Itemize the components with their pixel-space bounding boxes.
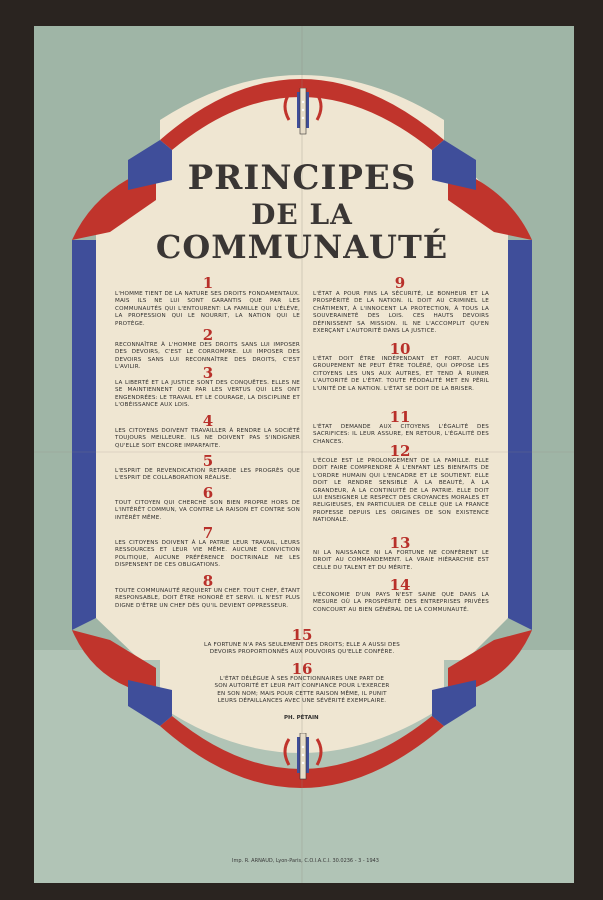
title-line-3: COMMUNAUTÉ bbox=[155, 228, 449, 266]
principle-text: LES CITOYENS DOIVENT TRAVAILLER À RENDRE LA SOCIÉTÉ TOUJOURS MEILLEURE. ILS NE DOIVENT PAS S'INDIGNER QU'ELLE SOIT ENCORE IMPARFAITE. bbox=[115, 428, 300, 449]
francisque-emblem-icon bbox=[281, 733, 325, 783]
principle-number: 2 bbox=[202, 326, 214, 344]
title-line-2: DE LA bbox=[251, 198, 353, 231]
francisque-emblem-icon bbox=[281, 88, 325, 138]
printer-imprint: Imp. R. ARNAUD, Lyon-Paris, C.O.I.A.C.I. 30.0236 - 3 - 1943 bbox=[232, 858, 379, 864]
principle-number: 12 bbox=[389, 442, 411, 460]
principle-number: 4 bbox=[202, 412, 214, 430]
principle-text: L'ÉTAT DOIT ÊTRE INDÉPENDANT ET FORT. AUCUN GROUPEMENT NE PEUT ÊTRE TOLÉRÉ, QUI OPPOSE LES CITOYENS LES UNS AUX AUTRES, ET TEND À RUINER L'AUTORITÉ DE L'ÉTAT. TOUTE FÉODALITÉ MET EN PÉRIL L'UNITÉ DE LA NATION. L'ÉTAT SE DOIT DE LA BRISER. bbox=[313, 356, 489, 392]
principle-text: L'ÉTAT DEMANDE AUX CITOYENS L'ÉGALITÉ DES SACRIFICES: IL LEUR ASSURE, EN RETOUR, L'ÉGALITÉ DES CHANCES. bbox=[313, 424, 489, 445]
principle-text: L'ÉTAT A POUR FINS LA SÉCURITÉ, LE BONHEUR ET LA PROSPÉRITÉ DE LA NATION. IL DOIT AU CRIMINEL LE CHÂTIMENT, À L'INNOCENT LA PROTECTION, À TOUS LA SOUVERAINETÉ DES LOIS. CES HAUTS DEVOIRS DÉFINISSENT SA MISSION. IL NE L'ACCOMPLIT QU'EN EXERÇANT L'AUTORITÉ DANS LA JUSTICE. bbox=[313, 291, 489, 335]
principle-text: TOUT CITOYEN QUI CHERCHE SON BIEN PROPRE HORS DE L'INTÉRÊT COMMUN, VA CONTRE LA RAISON ET CONTRE SON INTÉRÊT MÊME. bbox=[115, 500, 300, 521]
principle-text: LA LIBERTÉ ET LA JUSTICE SONT DES CONQUÊTES. ELLES NE SE MAINTIENNENT QUE PAR LES VERTUS QUI LES ONT ENGENDRÉES: LE TRAVAIL ET LE COURAGE, LA DISCIPLINE ET L'OBÉISSANCE AUX LOIS. bbox=[115, 380, 300, 409]
signature: PH. PÉTAIN bbox=[284, 715, 319, 721]
principle-number: 6 bbox=[202, 484, 214, 502]
principle-text: TOUTE COMMUNAUTÉ REQUIERT UN CHEF. TOUT CHEF, ÉTANT RESPONSABLE, DOIT ÊTRE HONORÉ ET SERVI. IL N'EST PLUS DIGNE D'ÊTRE UN CHEF DÈS QU'IL DEVIENT OPPRESSEUR. bbox=[115, 588, 300, 609]
principle-number: 3 bbox=[202, 364, 214, 382]
principle-number: 1 bbox=[202, 274, 214, 292]
principle-number: 9 bbox=[394, 274, 406, 292]
principle-number: 10 bbox=[389, 340, 411, 358]
principle-text: L'ÉCOLE EST LE PROLONGEMENT DE LA FAMILLE. ELLE DOIT FAIRE COMPRENDRE À L'ENFANT LES BIENFAITS DE L'ORDRE HUMAIN QUI L'ENCADRE ET LE SOUTIENT. ELLE DOIT LE RENDRE SENSIBLE À LA BEAUTÉ, À LA GRANDEUR, À LA CONTINUITÉ DE LA PATRIE. ELLE DOIT LUI ENSEIGNER LE RESPECT DES CROYANCES MORALES ET RELIGIEUSES, EN PARTICULIER DE CELLE QUE LA FRANCE PROFESSE DEPUIS LES ORIGINES DE SON EXISTENCE NATIONALE. bbox=[313, 458, 489, 524]
principle-text: L'HOMME TIENT DE LA NATURE SES DROITS FONDAMENTAUX. MAIS ILS NE LUI SONT GARANTIS QUE PAR LES COMMUNAUTÉS QUI L'ENTOURENT: LA FAMILLE QUI L'ÉLÈVE, LA PROFESSION QUI LE NOURRIT, LA NATION QUI LE PROTÈGE. bbox=[115, 291, 300, 327]
title-line-1: PRINCIPES bbox=[187, 158, 417, 198]
principle-number: 13 bbox=[389, 534, 411, 552]
principle-text: LES CITOYENS DOIVENT À LA PATRIE LEUR TRAVAIL, LEURS RESSOURCES ET LEUR VIE MÊME. AUCUNE CONVICTION POLITIQUE, AUCUNE PRÉFÉRENCE DOCTRINALE NE LES DISPENSENT DE CES OBLIGATIONS. bbox=[115, 540, 300, 569]
principle-text: L'ÉTAT DÉLÈGUE À SES FONCTIONNAIRES UNE PART DE SON AUTORITÉ ET LEUR FAIT CONFIANCE POUR L'EXERCER EN SON NOM; MAIS POUR CETTE RAISON MÊME, IL PUNIT LEURS DÉFAILLANCES AVEC UNE SÉVÉRITÉ EXEMPLAIRE. bbox=[214, 676, 390, 705]
principle-text: NI LA NAISSANCE NI LA FORTUNE NE CONFÈRENT LE DROIT AU COMMANDEMENT. LA VRAIE HIÉRARCHIE EST CELLE DU TALENT ET DU MÉRITE. bbox=[313, 550, 489, 571]
principle-number: 5 bbox=[202, 452, 214, 470]
principle-text: RECONNAÎTRE À L'HOMME DES DROITS SANS LUI IMPOSER DES DEVOIRS, C'EST LE CORROMPRE. LUI IMPOSER DES DEVOIRS SANS LUI RECONNAÎTRE DES DROITS, C'EST L'AVILIR. bbox=[115, 342, 300, 371]
principle-number: 16 bbox=[291, 660, 313, 678]
principle-number: 8 bbox=[202, 572, 214, 590]
principle-number: 15 bbox=[291, 626, 313, 644]
principle-number: 7 bbox=[202, 524, 214, 542]
principle-number: 11 bbox=[389, 408, 411, 426]
principle-text: L'ESPRIT DE REVENDICATION RETARDE LES PROGRÈS QUE L'ESPRIT DE COLLABORATION RÉALISE. bbox=[115, 468, 300, 482]
principle-text: L'ÉCONOMIE D'UN PAYS N'EST SAINE QUE DANS LA MESURE OÙ LA PROSPÉRITÉ DES ENTREPRISES PRIVÉES CONCOURT AU BIEN GÉNÉRAL DE LA COMMUNAUTÉ. bbox=[313, 592, 489, 613]
principle-number: 14 bbox=[389, 576, 411, 594]
principle-text: LA FORTUNE N'A PAS SEULEMENT DES DROITS; ELLE A AUSSI DES DEVOIRS PROPORTIONNÉS AUX POUVOIRS QU'ELLE CONFÈRE. bbox=[204, 642, 400, 656]
